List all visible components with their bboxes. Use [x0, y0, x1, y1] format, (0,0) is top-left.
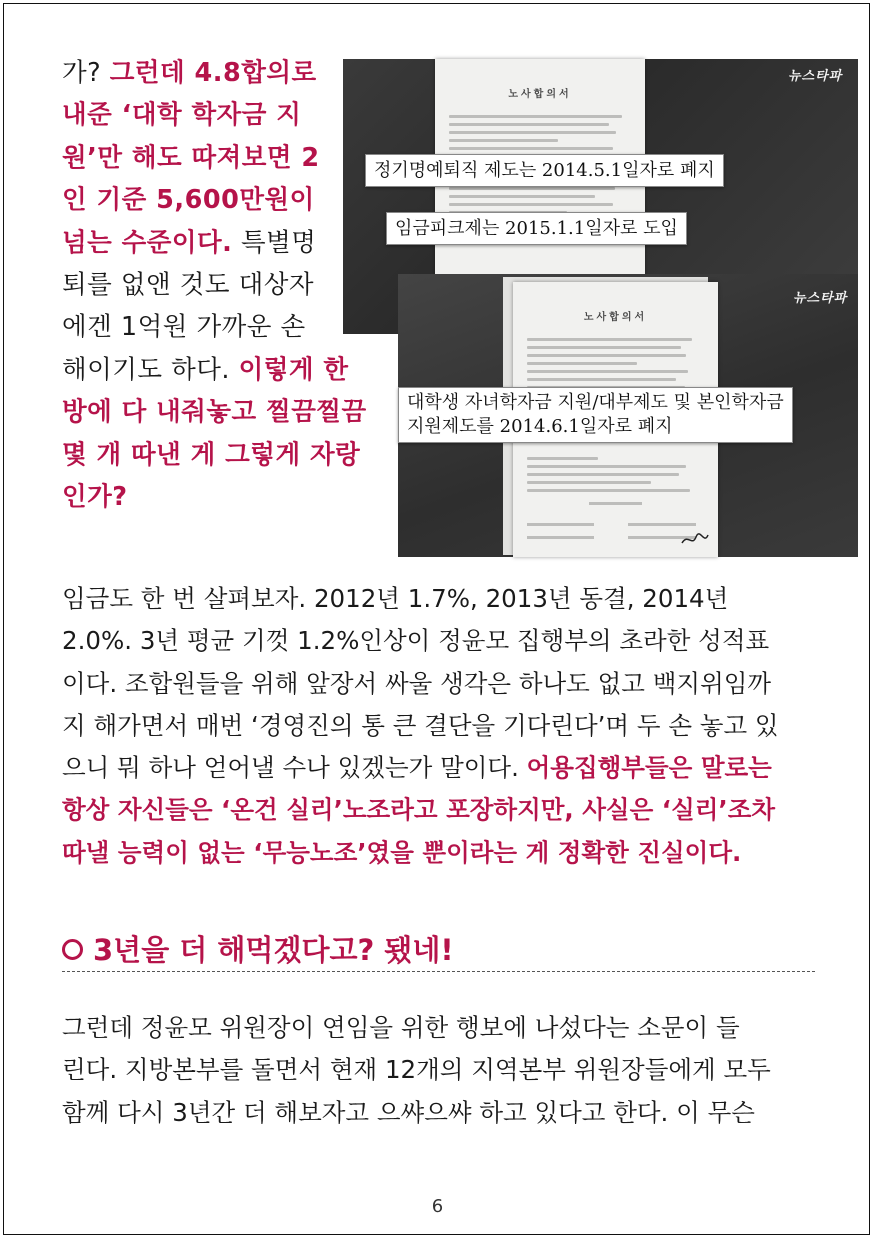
text-line: 항상 자신들은 ‘온건 실리’노조라고 포장하지만, 사실은 ‘실리’조차	[62, 795, 776, 825]
text-line: 인가?	[62, 482, 128, 513]
caption-tuition-support	[398, 387, 793, 443]
text-line: 지 해가면서 매번 ‘경영진의 통 큰 결단을 기다린다’며 두 손 놓고 있	[62, 710, 779, 740]
text-line: 가? 그런데 4.8합의로	[62, 58, 317, 88]
page-number: 6	[431, 1196, 444, 1217]
text-line: 에겐 1억원 가까운 손	[62, 312, 306, 343]
caption-line: 지원제도를 2014.6.1일자로 폐지	[407, 416, 673, 437]
text-line: 그런데 정윤모 위원장이 연임을 위한 행보에 나섰다는 소문이 들	[62, 1013, 740, 1042]
caption-line: 대학생 자녀학자금 지원/대부제도 및 본인학자금	[407, 392, 784, 413]
section-heading: 3년을 더 해먹겠다고? 됐네!	[62, 928, 454, 969]
news-logo: 뉴스타파	[788, 69, 843, 84]
text-line: 으니 뭐 하나 얻어낼 수나 있겠는가 말이다. 어용집행부들은 말로는	[62, 753, 772, 783]
caption-early-retirement: 정기명예퇴직 제도는 2014.5.1일자로 폐지	[365, 154, 724, 187]
news-logo: 뉴스타파	[793, 291, 848, 306]
document-signature-block	[527, 502, 704, 543]
text-line: 2.0%. 3년 평균 기껏 1.2%인상이 정윤모 집행부의 초라한 성적표	[62, 626, 770, 656]
document-title: 노사합의서	[583, 312, 648, 323]
paragraph-reelection	[62, 1007, 822, 1134]
top-text-column	[62, 52, 367, 518]
text-line: 퇴를 없앤 것도 대상자	[62, 270, 315, 301]
text-line: 인 기준 5,600만원이	[62, 185, 315, 216]
text-line: 원’만 해도 따져보면 2	[62, 142, 320, 173]
text-line: 임금도 한 번 살펴보자. 2012년 1.7%, 2013년 동결, 2014년	[62, 584, 729, 613]
paragraph-wages	[62, 578, 822, 874]
text-line: 이다. 조합원들을 위해 앞장서 싸울 생각은 하나도 없고 백지위임까	[62, 668, 772, 698]
document-title: 노사합의서	[508, 89, 572, 100]
text-line: 방에 다 내줘놓고 찔끔찔끔	[62, 397, 367, 428]
text-line: 함께 다시 3년간 더 해보자고 으쌰으쌰 하고 있다고 한다. 이 무슨	[62, 1097, 755, 1127]
signature-mark	[680, 531, 710, 547]
text-line: 린다. 지방본부를 돌면서 현재 12개의 지역본부 위원장들에게 모두	[62, 1055, 771, 1085]
text-line: 넘는 수준이다. 특별명	[62, 227, 317, 258]
heading-divider	[62, 971, 815, 972]
news-image-collage	[343, 59, 858, 557]
text-line: 몇 개 따낸 게 그렇게 자랑	[62, 439, 361, 470]
caption-wage-peak: 임금피크제는 2015.1.1일자로 도입	[386, 212, 687, 245]
text-line: 해이기도 하다. 이렇게 한	[62, 354, 349, 385]
circle-bullet-icon	[62, 939, 83, 960]
text-line: 내준 ‘대학 학자금 지	[62, 100, 302, 131]
text-line: 따낼 능력이 없는 ‘무능노조’였을 뿐이라는 게 정확한 진실이다.	[62, 837, 742, 867]
